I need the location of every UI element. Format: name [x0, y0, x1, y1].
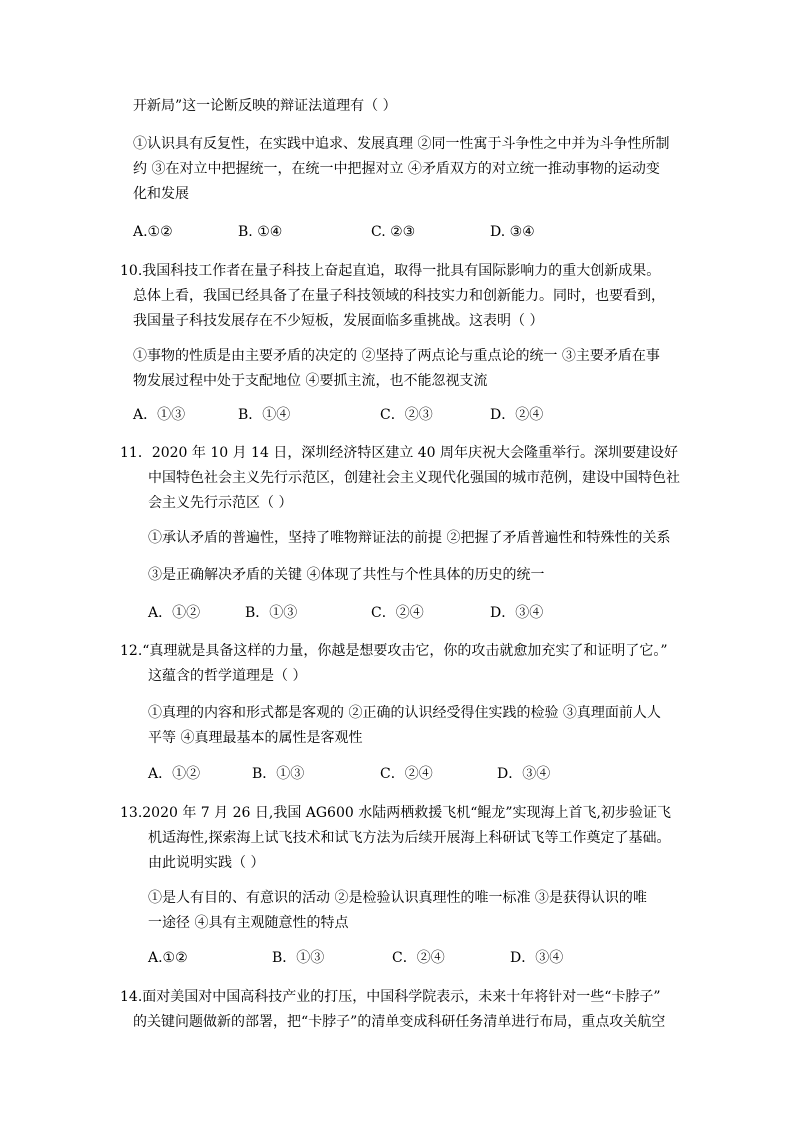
q11-option-c: C．②④	[371, 605, 424, 621]
q12-option-c: C．②④	[380, 766, 433, 782]
q13-option-b: B．①③	[272, 950, 325, 966]
q10-stem-line-1: 10.我国科技工作者在量子科技上奋起直追，取得一批具有国际影响力的重大创新成果。	[120, 263, 661, 279]
q13-statement-line-2: 一途径 ④具有主观随意性的特点	[148, 915, 349, 931]
q11-stem-line-3: 会主义先行示范区（ ）	[148, 495, 293, 511]
q12-stem-line-1: 12.“真理就是具备这样的力量，你越是想要攻击它，你的攻击就愈加充实了和证明了它。”	[120, 643, 668, 659]
q13-option-c: C．②④	[392, 950, 445, 966]
q12-option-a: A．①②	[148, 766, 201, 782]
q9-statement-line-3: 化和发展	[133, 186, 189, 202]
q13-stem-line-1: 13.2020 年 7 月 26 日,我国 AG600 水陆两栖救援飞机“鲲龙”实现海上首飞,初步验证飞	[120, 805, 671, 821]
q12-option-b: B．①③	[252, 766, 305, 782]
q11-statement-line-2: ③是正确解决矛盾的关键 ④体现了共性与个性具体的历史的统一	[148, 567, 545, 583]
q9-option-c: C. ②③	[371, 224, 416, 240]
q12-option-d: D．③④	[497, 766, 551, 782]
q9-statement-line-1: ①认识具有反复性，在实践中追求、发展真理 ②同一性寓于斗争性之中并为斗争性所制	[133, 136, 670, 152]
q11-stem-line-2: 中国特色社会主义先行示范区，创建社会主义现代化强国的城市范例，建设中国特色社	[148, 470, 680, 486]
q10-statement-line-2: 物发展过程中处于支配地位 ④要抓主流，也不能忽视支流	[133, 373, 488, 389]
q14-stem-line-1: 14.面对美国对中国高科技产业的打压，中国科学院表示，未来十年将针对一些“卡脖子”	[120, 989, 661, 1005]
q10-option-c: C．②③	[380, 407, 433, 423]
q14-stem-line-2: 的关键问题做新的部署，把“卡脖子”的清单变成科研任务清单进行布局，重点攻关航空	[133, 1014, 666, 1030]
q13-option-a: A.①②	[148, 950, 188, 966]
q10-option-a: A．①③	[133, 407, 186, 423]
q11-statement-line-1: ①承认矛盾的普遍性，坚持了唯物辩证法的前提 ②把握了矛盾普遍性和特殊性的关系	[148, 530, 671, 546]
q9-statement-line-2: 约 ③在对立中把握统一，在统一中把握对立 ④矛盾双方的对立统一推动事物的运动变	[133, 161, 660, 177]
q13-statement-line-1: ①是人有目的、有意识的活动 ②是检验认识真理性的唯一标准 ③是获得认识的唯	[148, 890, 647, 906]
q9-option-d: D. ③④	[490, 224, 535, 240]
q12-statement-line-1: ①真理的内容和形式都是客观的 ②正确的认识经受得住实践的检验 ③真理面前人人	[148, 705, 661, 721]
q12-statement-line-2: 平等 ④真理最基本的属性是客观性	[148, 730, 363, 746]
q11-option-a: A．①②	[148, 605, 201, 621]
q10-option-b: B．①④	[238, 407, 291, 423]
q13-stem-line-2: 机适海性,探索海上试飞技术和试飞方法为后续开展海上科研试飞等工作奠定了基础。	[148, 830, 671, 846]
q10-stem-line-2: 总体上看，我国已经具备了在量子科技领域的科技实力和创新能力。同时，也要看到，	[133, 288, 665, 304]
q9-option-b: B. ①④	[238, 224, 283, 240]
q11-option-b: B．①③	[245, 605, 298, 621]
q11-stem-line-1: 11．2020 年 10 月 14 日，深圳经济特区建立 40 周年庆祝大会隆重举行。深圳要建设好	[120, 445, 679, 461]
q10-stem-line-3: 我国量子科技发展存在不少短板，发展面临多重挑战。这表明（ ）	[133, 313, 544, 329]
q12-stem-line-2: 这蕴含的哲学道理是（ ）	[148, 668, 307, 684]
q13-stem-line-3: 由此说明实践（ ）	[148, 855, 265, 871]
q9-stem-tail: 开新局”这一论断反映的辩证法道理有（ ）	[133, 98, 397, 114]
q10-option-d: D．②④	[490, 407, 544, 423]
q9-option-a: A.①②	[133, 224, 173, 240]
q13-option-d: D．③④	[510, 950, 564, 966]
q10-statement-line-1: ①事物的性质是由主要矛盾的决定的 ②坚持了两点论与重点论的统一 ③主要矛盾在事	[133, 348, 660, 364]
q11-option-d: D．③④	[490, 605, 544, 621]
